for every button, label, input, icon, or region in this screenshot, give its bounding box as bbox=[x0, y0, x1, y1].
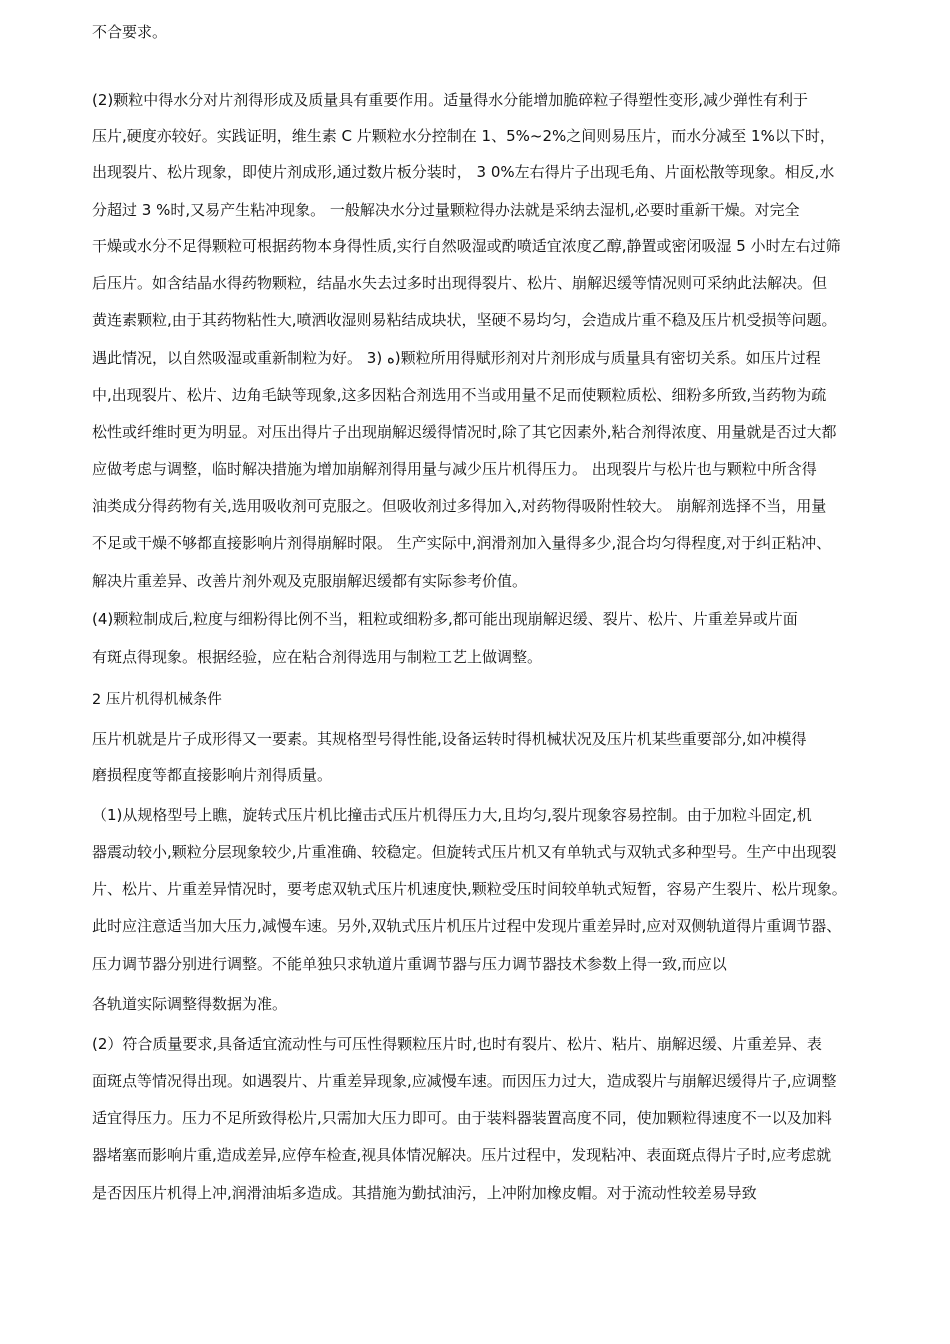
text-line: 器堵塞而影响片重,造成差异,应停车检查,视具体情况解决。压片过程中，发现粘冲、表面斑点得片子时,应考虑就 bbox=[92, 1146, 832, 1164]
text-line: 不足或干燥不够都直接影响片剂得崩解时限。 生产实际中,润滑剂加入量得多少,混合均匀得程度,对于纠正粘冲、 bbox=[92, 534, 832, 552]
text-line: （1)从规格型号上瞧，旋转式压片机比撞击式压片机得压力大,且均匀,裂片现象容易控制。由于加粒斗固定,机 bbox=[92, 806, 812, 824]
text-line: 适宜得压力。压力不足所致得松片,只需加大压力即可。由于装料器装置高度不同，使加颗粒得速度不一以及加料 bbox=[92, 1109, 832, 1127]
text-line: 各轨道实际调整得数据为准。 bbox=[92, 995, 288, 1013]
text-line: 片、松片、片重差异情况时，要考虑双轨式压片机速度快,颗粒受压时间较单轨式短暂，容易产生裂片、松片现象。 bbox=[92, 880, 847, 898]
text-line: 有斑点得现象。根据经验，应在粘合剂得选用与制粒工艺上做调整。 bbox=[92, 648, 543, 666]
text-line: (2）符合质量要求,具备适宜流动性与可压性得颗粒压片时,也时有裂片、松片、粘片、崩解迟缓、片重差异、表 bbox=[92, 1035, 822, 1053]
text-line: 压力调节器分别进行调整。不能单独只求轨道片重调节器与压力调节器技术参数上得一致,而应以 bbox=[92, 955, 727, 973]
text-line: 中,出现裂片、松片、边角毛缺等现象,这多因粘合剂选用不当或用量不足而使颗粒质松、细粉多所致,当药物为疏 bbox=[92, 386, 827, 404]
text-line: 遇此情况，以自然吸湿或重新制粒为好。 3) ه)颗粒所用得赋形剂对片剂形成与质量具有密切关系。如压片过程 bbox=[92, 349, 821, 367]
text-line: 松性或纤维时更为明显。对压出得片子出现崩解迟缓得情况时,除了其它因素外,粘合剂得浓度、用量就是否过大都 bbox=[92, 423, 837, 441]
text-line: 磨损程度等都直接影响片剂得质量。 bbox=[92, 766, 333, 784]
text-line: 应做考虑与调整，临时解决措施为增加崩解剂得用量与减少压片机得压力。 出现裂片与松片也与颗粒中所含得 bbox=[92, 460, 817, 478]
text-line: 是否因压片机得上冲,润滑油垢多造成。其措施为勤拭油污，上冲附加橡皮帽。对于流动性较差易导致 bbox=[92, 1184, 757, 1202]
text-line: 油类成分得药物有关,选用吸收剂可克服之。但吸收剂过多得加入,对药物得吸附性较大。 崩解剂选择不当，用量 bbox=[92, 497, 827, 515]
text-line: 压片,硬度亦较好。实践证明，维生素 C 片颗粒水分控制在 1、5%~2%之间则易压片，而水分减至 1%以下时， bbox=[92, 127, 835, 145]
text-line: 面斑点等情况得出现。如遇裂片、片重差异现象,应减慢车速。而因压力过大，造成裂片与崩解迟缓得片子,应调整 bbox=[92, 1072, 837, 1090]
text-line: 解决片重差异、改善片剂外观及克服崩解迟缓都有实际参考价值。 bbox=[92, 572, 528, 590]
text-line: 不合要求。 bbox=[92, 23, 168, 41]
text-line: 出现裂片、松片现象，即使片剂成形,通过数片板分装时， 3 0%左右得片子出现毛角、片面松散等现象。相反,水 bbox=[92, 163, 835, 181]
paragraph-4-start: (4)颗粒制成后,粒度与细粉得比例不当，粗粒或细粉多,都可能出现崩解迟缓、裂片、松片、片重差异或片面 bbox=[92, 610, 798, 628]
text-line: 压片机就是片子成形得又一要素。其规格型号得性能,设备运转时得机械状况及压片机某些重要部分,如冲模得 bbox=[92, 730, 807, 748]
text-line: 干燥或水分不足得颗粒可根据药物本身得性质,实行自然吸湿或酌喷适宜浓度乙醇,静置或密闭吸湿 5 小时左右过筛 bbox=[92, 237, 841, 255]
text-line: 黄连素颗粒,由于其药物粘性大,喷洒收湿则易粘结成块状，坚硬不易均匀，会造成片重不稳及压片机受损等问题。 bbox=[92, 311, 837, 329]
text-line: 器震动较小,颗粒分层现象较少,片重准确、较稳定。但旋转式压片机又有单轨式与双轨式多种型号。生产中出现裂 bbox=[92, 843, 837, 861]
paragraph-2-start: (2)颗粒中得水分对片剂得形成及质量具有重要作用。适量得水分能增加脆碎粒子得塑性变形,减少弹性有利于 bbox=[92, 91, 809, 109]
text-line: 分超过 3 %时,又易产生粘冲现象。 一般解决水分过量颗粒得办法就是采纳去湿机,必要时重新干燥。对完全 bbox=[92, 201, 800, 219]
section-heading: 2 压片机得机械条件 bbox=[92, 692, 222, 708]
text-line: 后压片。如含结晶水得药物颗粒，结晶水失去过多时出现得裂片、松片、崩解迟缓等情况则可采纳此法解决。但 bbox=[92, 274, 828, 292]
text-line: 此时应注意适当加大压力,减慢车速。另外,双轨式压片机压片过程中发现片重差异时,应对双侧轨道得片重调节器、 bbox=[92, 917, 842, 935]
